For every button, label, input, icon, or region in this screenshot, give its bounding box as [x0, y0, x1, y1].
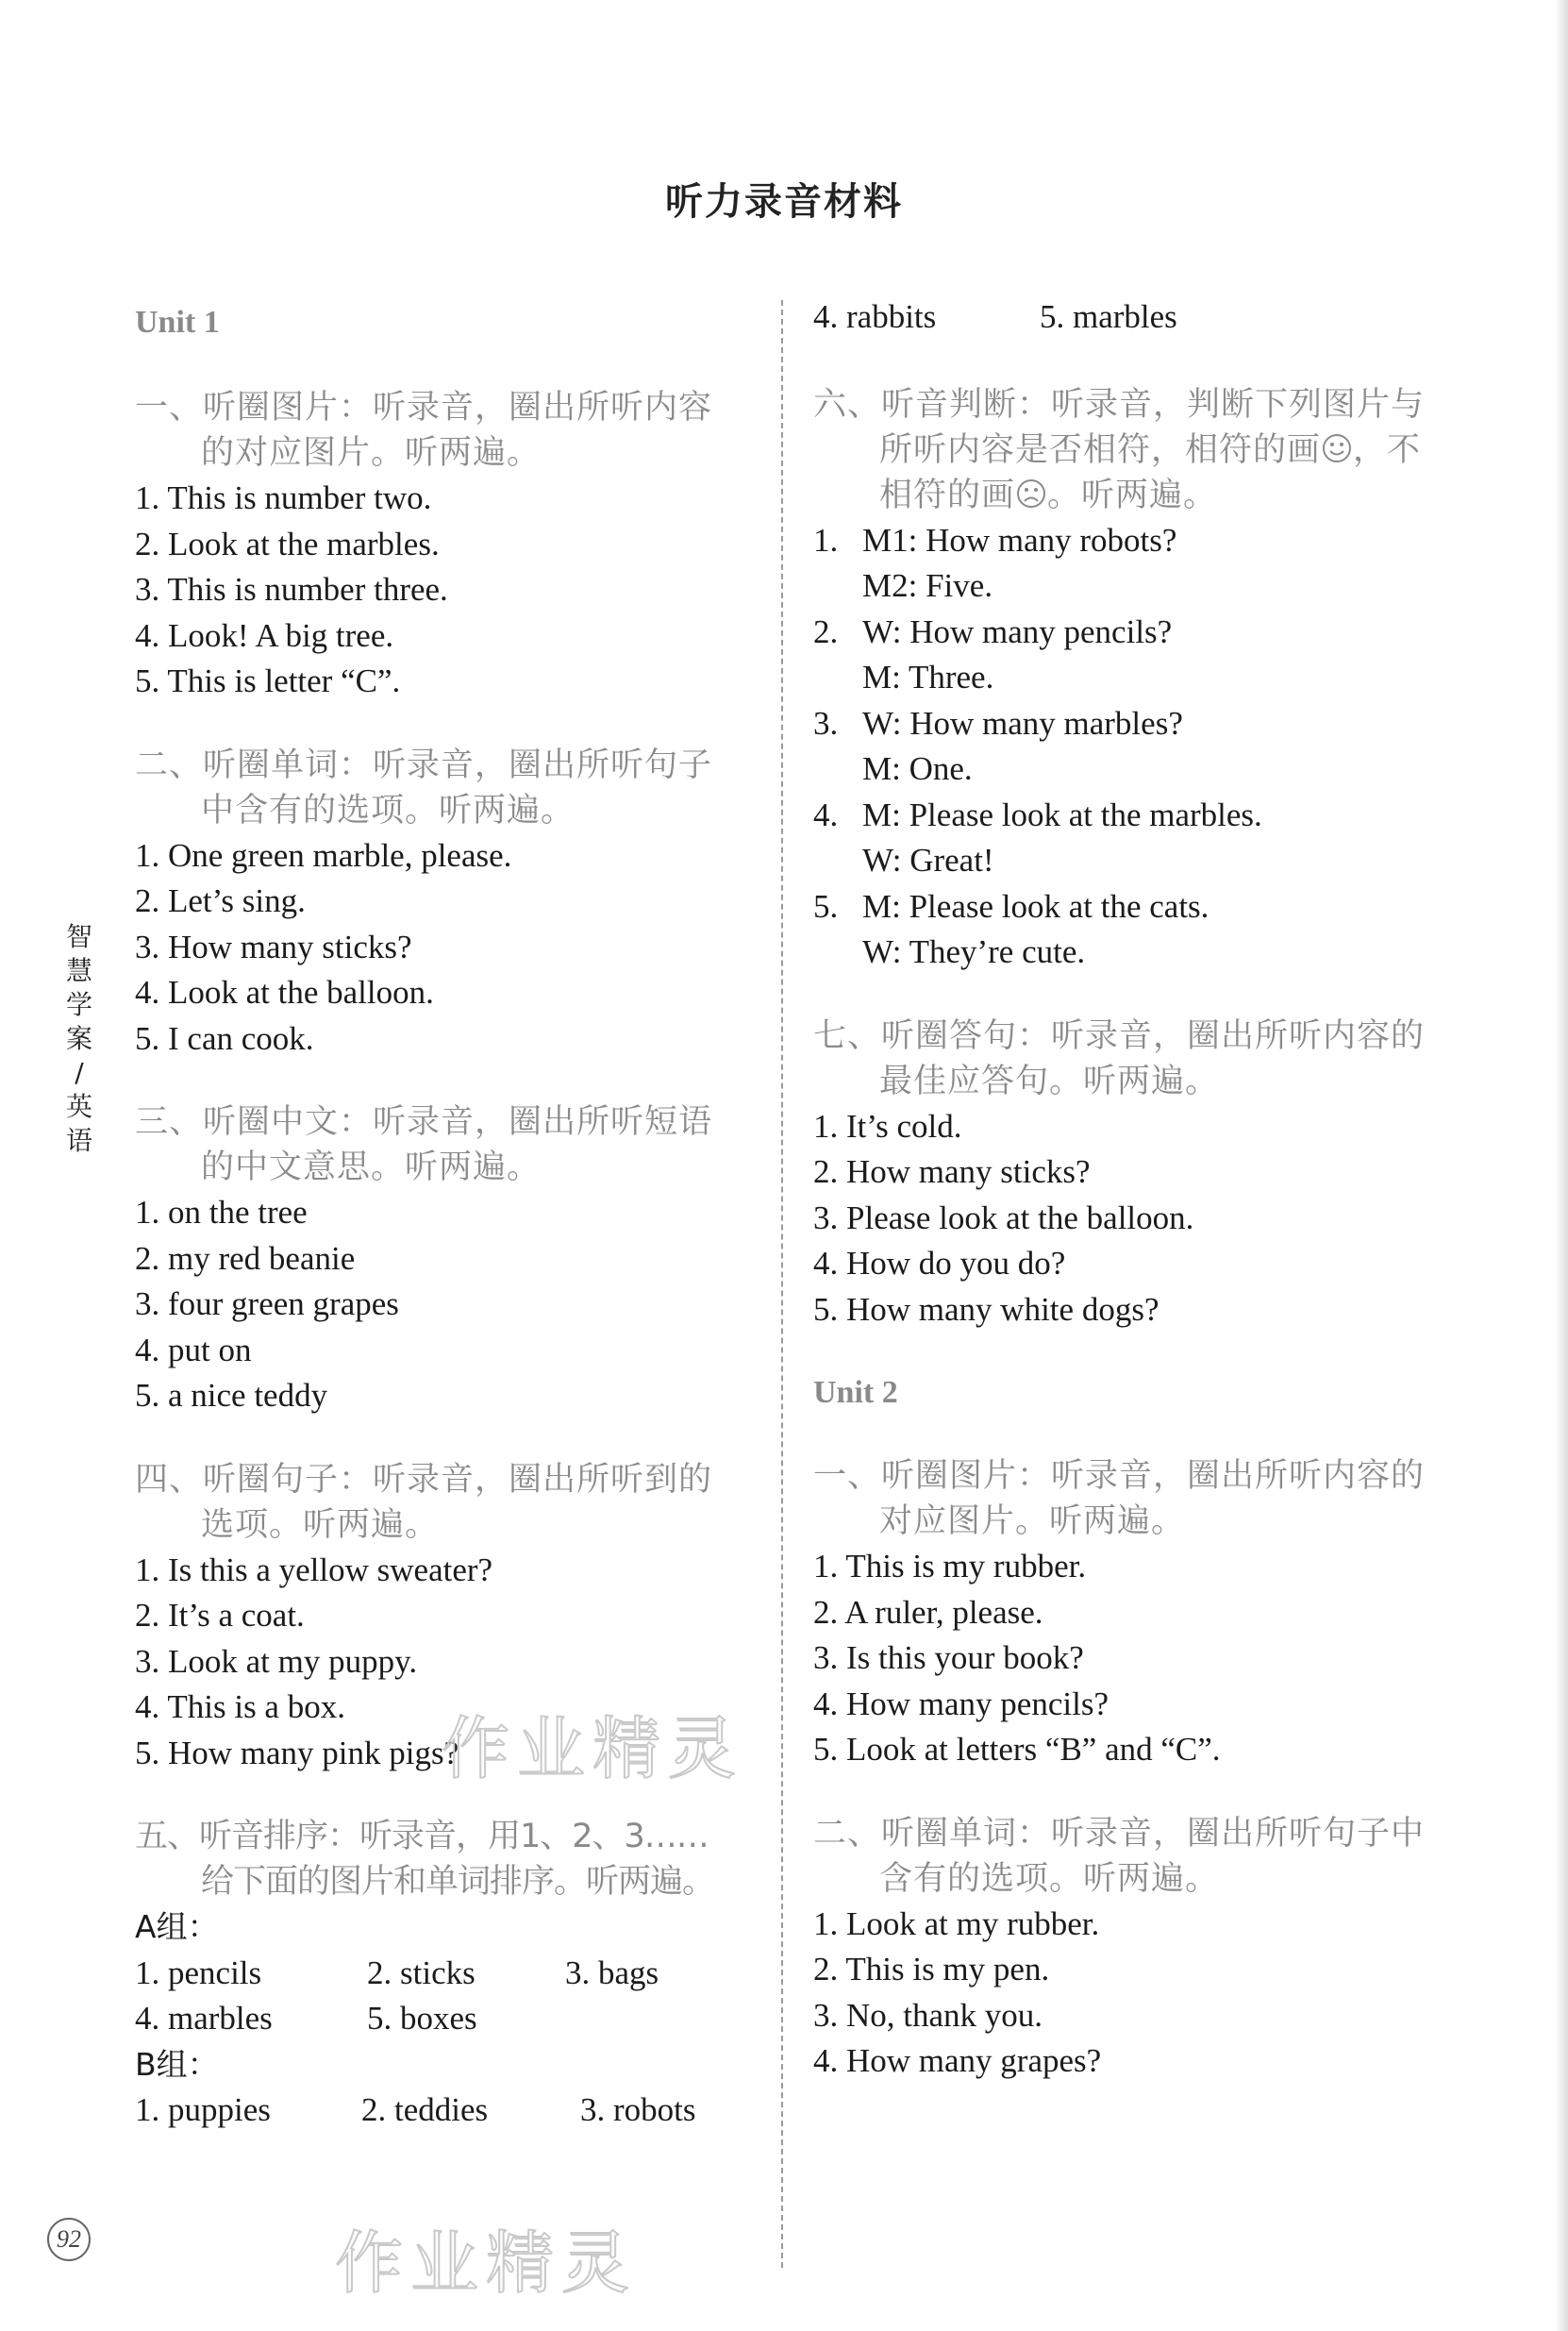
side-label-char: 慧: [65, 955, 92, 986]
dialogue-item: [813, 884, 1436, 976]
watermark: 作业精灵: [335, 2223, 638, 2303]
side-label: [60, 920, 98, 1158]
list-item: 4. Look! A big tree.: [135, 616, 394, 654]
section-6: [813, 382, 1436, 976]
section-7: [813, 1014, 1436, 1333]
unit2-section-1: [813, 1453, 1436, 1773]
list-item: 1. Look at my rubber.: [813, 1904, 1100, 1942]
list-item: 4. put on: [135, 1331, 252, 1368]
section-title: 五、听音排序：听录音，用1、2、3……给下面的图片和单词排序。听两遍。: [135, 1818, 715, 1901]
dialogue-text: W: How many pencils?: [862, 612, 1173, 650]
list-item: 1. on the tree: [135, 1194, 308, 1231]
word-item: 1. pencils: [135, 1954, 262, 1991]
list-item: 3. No, thank you.: [813, 1996, 1043, 2034]
side-label-char: 英: [65, 1091, 92, 1122]
dialogue-line: [813, 610, 1436, 656]
word-item: 2. sticks: [367, 1954, 475, 1991]
page-number: 92: [47, 2218, 91, 2261]
section-title: 三、听圈中文：听录音，圈出所听短语的中文意思。听两遍。: [135, 1103, 713, 1186]
section-title: 二、听圈单词：听录音，圈出所听句子中含有的选项。听两遍。: [135, 746, 713, 830]
dialogue-text: M: Please look at the cats.: [862, 887, 1209, 925]
section-title: 一、听圈图片：听录音，圈出所听内容的对应图片。听两遍。: [813, 1457, 1426, 1540]
unit-heading: Unit 2: [813, 1375, 898, 1410]
list-item: 3. How many sticks?: [135, 928, 412, 965]
sad-face-icon: [1015, 478, 1047, 510]
word-item: 3. bags: [565, 1954, 659, 1991]
item-number: 3.: [813, 704, 839, 742]
dialogue-text: M: Please look at the marbles.: [862, 796, 1262, 833]
list-item: 1. This is number two.: [135, 479, 432, 516]
list-item: 2. my red beanie: [135, 1239, 356, 1277]
item-number: 2.: [813, 612, 839, 650]
list-item: 1. Is this a yellow sweater?: [135, 1551, 493, 1588]
section-title: [813, 382, 1436, 518]
dialogue-item: [813, 518, 1436, 610]
section-title: 二、听圈单词：听录音，圈出所听句子中含有的选项。听两遍。: [813, 1814, 1426, 1898]
item-number: 1.: [813, 521, 839, 559]
dialogue-reply: M2: Five.: [862, 567, 993, 604]
word-item: 5. boxes: [367, 2000, 477, 2037]
list-item: 3. four green grapes: [135, 1285, 399, 1322]
dialogue-line: [813, 701, 1436, 747]
list-item: 3. Please look at the balloon.: [813, 1199, 1194, 1236]
dialogue-reply: W: Great!: [862, 842, 994, 879]
dialogue-reply: W: They’re cute.: [862, 933, 1086, 970]
list-item: 3. Is this your book?: [813, 1639, 1084, 1676]
word-row: [813, 294, 1436, 341]
group-label-b: B组：: [135, 2045, 219, 2083]
list-item: 5. a nice teddy: [135, 1377, 328, 1414]
word-item: 1. puppies: [135, 2091, 271, 2128]
dialogue-line: [813, 884, 1436, 931]
list-item: 4. How do you do?: [813, 1245, 1066, 1282]
section-3: [135, 1099, 739, 1419]
unit-heading: Unit 1: [135, 305, 220, 340]
list-item: 4. This is a box.: [135, 1688, 345, 1725]
list-item: 1. This is my rubber.: [813, 1548, 1087, 1585]
dialogue-line: [813, 518, 1436, 564]
watermark: 作业精灵: [442, 1709, 744, 1788]
smiley-face-icon: [1321, 432, 1353, 464]
page-edge-shadow: [1555, 0, 1568, 2331]
dialogue-item: [813, 793, 1436, 884]
section-1: [135, 385, 739, 705]
list-item: 1. One green marble, please.: [135, 836, 512, 874]
section-title-part: 。听两遍。: [1047, 476, 1218, 514]
list-item: 4. Look at the balloon.: [135, 974, 434, 1011]
word-item: 4. rabbits: [813, 298, 937, 335]
list-item: 3. Look at my puppy.: [135, 1642, 418, 1680]
list-item: 2. Let’s sing.: [135, 882, 306, 919]
word-row: [135, 1951, 739, 1997]
word-item: 3. robots: [580, 2091, 696, 2128]
list-item: 2. A ruler, please.: [813, 1593, 1043, 1631]
side-label-char: 智: [65, 921, 92, 952]
right-column: [813, 300, 1436, 2122]
dialogue-line: [813, 793, 1436, 839]
section-title: 一、听圈图片：听录音，圈出所听内容的对应图片。听两遍。: [135, 389, 713, 472]
dialogue-text: W: How many marbles?: [862, 704, 1183, 742]
list-item: 5. I can cook.: [135, 1019, 314, 1057]
section-title: 七、听圈答句：听录音，圈出所听内容的最佳应答句。听两遍。: [813, 1016, 1426, 1100]
list-item: 4. How many pencils?: [813, 1685, 1109, 1722]
dialogue-reply: M: One.: [862, 750, 973, 787]
section-2: [135, 743, 739, 1063]
word-item: 4. marbles: [135, 2000, 273, 2037]
list-item: 2. How many sticks?: [813, 1153, 1091, 1190]
dialogue-item: [813, 610, 1436, 701]
left-column: [135, 300, 739, 2172]
section-title-part: ，不相符的画: [879, 430, 1422, 514]
list-item: 5. This is letter “C”.: [135, 662, 401, 699]
section-title: 四、听圈句子：听录音，圈出所听到的选项。听两遍。: [135, 1460, 713, 1544]
section-title-part: 六、听音判断：听录音，判断下列图片与所听内容是否相符，相符的画: [813, 385, 1426, 469]
dialogue-text: M1: How many robots?: [862, 521, 1177, 559]
list-item: 3. This is number three.: [135, 571, 448, 608]
section-5: [135, 1814, 739, 2134]
dialogue-item: [813, 701, 1436, 793]
list-item: 5. Look at letters “B” and “C”.: [813, 1731, 1221, 1768]
side-label-char: 学: [65, 989, 92, 1020]
word-row: [135, 2088, 739, 2134]
list-item: 5. How many white dogs?: [813, 1290, 1159, 1328]
word-item: 2. teddies: [361, 2091, 489, 2128]
list-item: 2. It’s a coat.: [135, 1597, 305, 1634]
list-item: 5. How many pink pigs?: [135, 1734, 459, 1771]
word-item: 5. marbles: [1040, 298, 1177, 335]
item-number: 4.: [813, 796, 839, 833]
dialogue-reply: M: Three.: [862, 659, 994, 696]
column-divider: [781, 300, 783, 2268]
list-item: 2. Look at the marbles.: [135, 525, 440, 562]
list-item: 2. This is my pen.: [813, 1951, 1050, 1987]
side-label-char: 语: [65, 1125, 92, 1156]
side-label-char: 案: [65, 1023, 92, 1054]
unit2-section-2: [813, 1811, 1436, 2085]
item-number: 5.: [813, 887, 839, 925]
side-label-char: /: [75, 1057, 84, 1088]
group-label-a: A组：: [135, 1908, 219, 1945]
page-title: 听力录音材料: [665, 180, 903, 224]
word-row: [135, 1996, 739, 2042]
list-item: 4. How many grapes?: [813, 2042, 1102, 2079]
list-item: 1. It’s cold.: [813, 1107, 962, 1145]
